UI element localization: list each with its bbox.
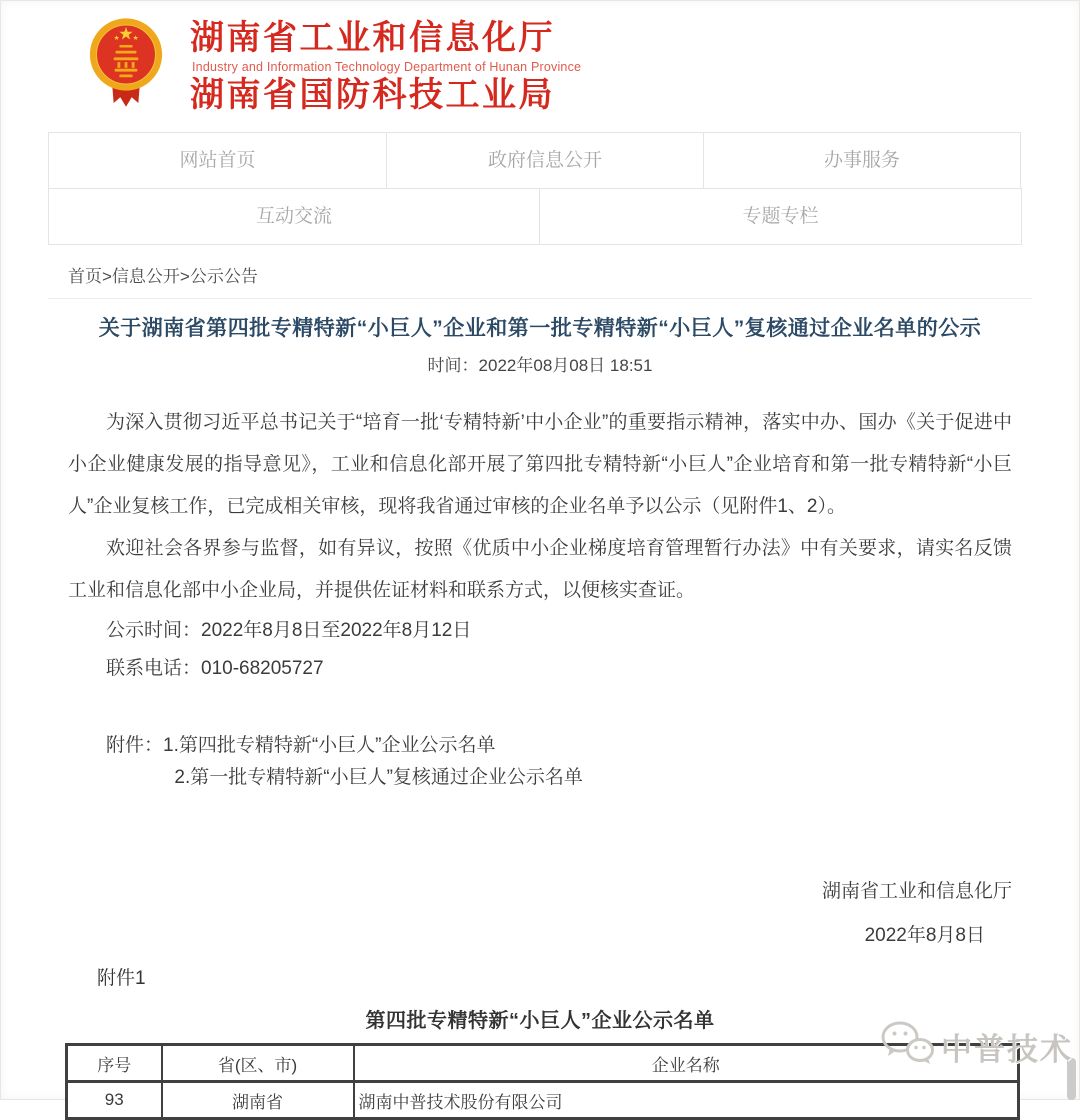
publicity-period: 公示时间：2022年8月8日至2022年8月12日 [106,620,472,641]
svg-text:★: ★ [113,35,120,43]
table-header-row [67,1045,1019,1082]
article-title: 关于湖南省第四批专精特新“小巨人”企业和第一批专精特新“小巨人”复核通过企业名单的公示 [98,317,982,340]
nav-item-special-topics[interactable]: 专题专栏 [539,188,1022,245]
table-row [67,1082,1019,1119]
watermark-text: 中普技术 [941,1031,1073,1067]
svg-text:★: ★ [132,35,139,43]
main-nav [48,132,1022,245]
column-header-province: 省(区、市) [162,1045,354,1082]
appendix-label: 附件1 [97,968,146,989]
column-header-seq: 序号 [67,1045,162,1082]
nav-item-gov-info[interactable]: 政府信息公开 [386,132,704,189]
nav-item-services[interactable]: 办事服务 [703,132,1021,189]
org-name-primary: 湖南省工业和信息化厅 [190,19,555,57]
cell-company: 湖南中普技术股份有限公司 [354,1082,1019,1119]
attachment-item-2: 2.第一批专精特新“小巨人”复核通过企业公示名单 [174,767,583,788]
national-emblem-icon [88,14,164,114]
paragraph-2: 欢迎社会各界参与监督，如有异议，按照《优质中小企业梯度培育管理暂行办法》中有关要求，请实名反馈工业和信息化部中小企业局，并提供佐证材料和联系方式，以便核实查证。 [68,538,1012,601]
article-body [68,402,1012,794]
column-header-company: 企业名称 [354,1045,1019,1082]
nav-item-interaction[interactable]: 互动交流 [48,188,540,245]
org-name-secondary: 湖南省国防科技工业局 [190,76,555,115]
site-header [0,0,1080,118]
attachment-item-1: 附件：1.第四批专精特新“小巨人”企业公示名单 [106,735,496,756]
nav-item-home[interactable]: 网站首页 [48,132,387,189]
cell-seq: 93 [67,1082,162,1119]
table-title: 第四批专精特新“小巨人”企业公示名单 [365,1010,715,1032]
org-names [190,14,581,118]
breadcrumb[interactable]: 首页>信息公开>公示公告 [68,267,258,286]
signature-date: 2022年8月8日 [864,925,985,946]
article-time: 时间：2022年08月08日 18:51 [427,356,653,375]
divider [48,298,1032,299]
paragraph-1: 为深入贯彻习近平总书记关于“培育一批‘专精特新’中小企业”的重要指示精神，落实中办、国办《关于促进中小企业健康发展的指导意见》，工业和信息化部开展了第四批专精特新“小巨人”企业培育和第一批专精特新“小巨人”企业复核工作，已完成相关审核，现将我省通过审核的企业名单予以公示（见附件1、2）。 [68,412,1012,517]
enterprise-table [65,1043,1020,1120]
signature-org: 湖南省工业和信息化厅 [821,881,1012,902]
contact-phone: 联系电话：010-68205727 [106,658,324,679]
org-name-english: Industry and Information Technology Department of Hunan Province [192,60,582,75]
cell-province: 湖南省 [162,1082,354,1119]
scrollbar-thumb[interactable] [1067,1058,1076,1100]
